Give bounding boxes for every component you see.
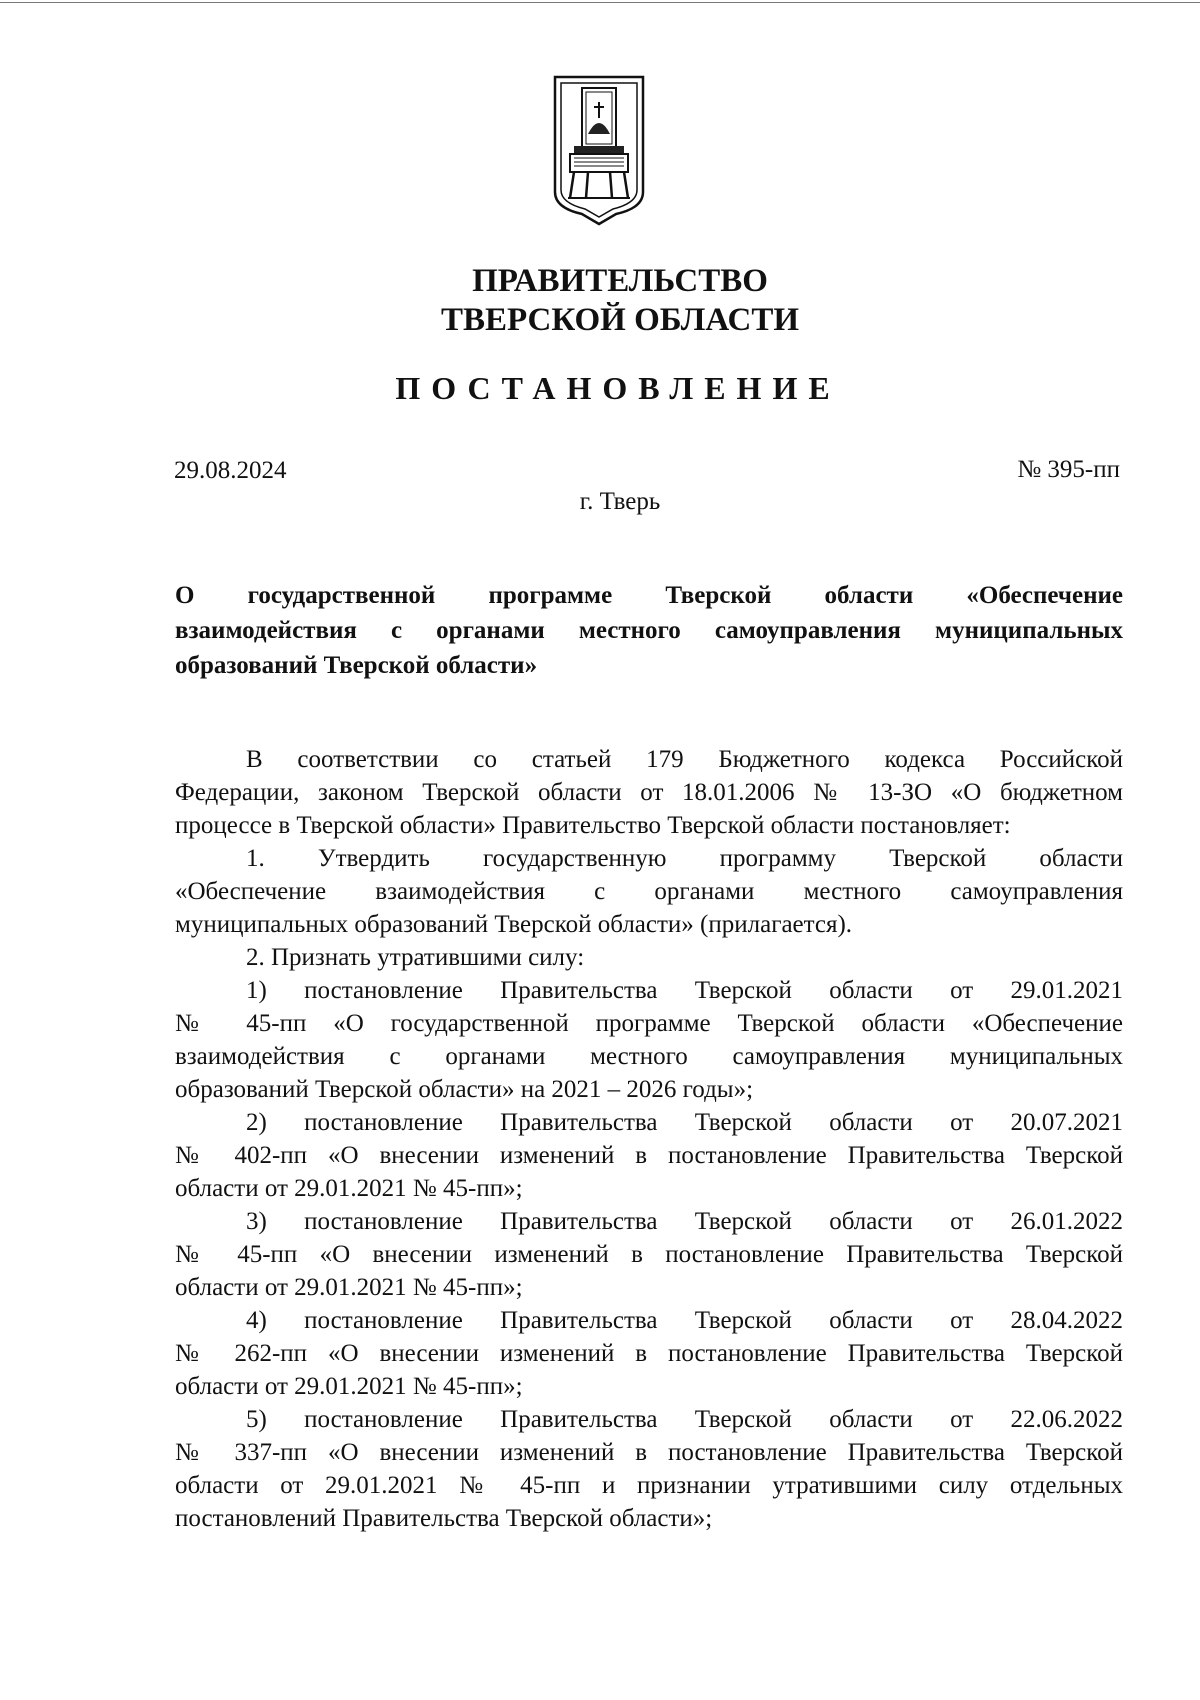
body-line: области от 29.01.2021 № 45-пп»;: [175, 1175, 523, 1202]
subject-line: образований Тверской области»: [175, 652, 538, 679]
subject-line: взаимодействия с органами местного самоуправления муниципальных: [175, 617, 1123, 644]
body-line: «Обеспечение взаимодействия с органами местного самоуправления: [175, 878, 1123, 905]
body-line: области от 29.01.2021 № 45-пп и признании утратившими силу отдельных: [175, 1472, 1123, 1499]
top-rule: [0, 2, 1200, 3]
body-line: 5) постановление Правительства Тверской области от 22.06.2022: [246, 1406, 1123, 1433]
document-city: г. Тверь: [579, 488, 661, 515]
coat-of-arms-tver-icon: [552, 74, 646, 226]
org-name-line-1: ПРАВИТЕЛЬСТВО: [472, 263, 768, 299]
body-line: № 45-пп «О государственной программе Тверской области «Обеспечение: [175, 1010, 1123, 1037]
body-line: № 337-пп «О внесении изменений в постановление Правительства Тверской: [175, 1439, 1123, 1466]
document-date: 29.08.2024: [174, 457, 287, 484]
document-number: № 395-пп: [1017, 456, 1120, 483]
body-line: муниципальных образований Тверской области» (прилагается).: [175, 911, 853, 938]
subject-line: О государственной программе Тверской области «Обеспечение: [175, 582, 1123, 609]
org-name-line-2: ТВЕРСКОЙ ОБЛАСТИ: [440, 302, 800, 338]
body-line: образований Тверской области» на 2021 – 2026 годы»;: [175, 1076, 754, 1103]
body-line: 2. Признать утратившими силу:: [246, 944, 585, 971]
document-body: [175, 743, 1123, 1535]
body-line: № 45-пп «О внесении изменений в постановление Правительства Тверской: [175, 1241, 1123, 1268]
body-line: области от 29.01.2021 № 45-пп»;: [175, 1274, 523, 1301]
body-line: Федерации, законом Тверской области от 18.01.2006 № 13-ЗО «О бюджетном: [175, 779, 1123, 806]
document-type-title: ПОСТАНОВЛЕНИЕ: [395, 370, 841, 406]
body-line: № 262-пп «О внесении изменений в постановление Правительства Тверской: [175, 1340, 1123, 1367]
body-line: 3) постановление Правительства Тверской области от 26.01.2022: [246, 1208, 1123, 1235]
body-line: 1) постановление Правительства Тверской области от 29.01.2021: [246, 977, 1123, 1004]
body-line: 1. Утвердить государственную программу Тверской области: [246, 845, 1123, 872]
body-line: 2) постановление Правительства Тверской области от 20.07.2021: [246, 1109, 1123, 1136]
body-line: № 402-пп «О внесении изменений в постановление Правительства Тверской: [175, 1142, 1123, 1169]
document-subject: [175, 578, 1123, 683]
body-line: постановлений Правительства Тверской области»;: [175, 1505, 713, 1532]
body-line: области от 29.01.2021 № 45-пп»;: [175, 1373, 523, 1400]
body-line: процессе в Тверской области» Правительство Тверской области постановляет:: [175, 812, 1011, 839]
body-line: В соответствии со статьей 179 Бюджетного кодекса Российской: [246, 746, 1123, 773]
body-line: взаимодействия с органами местного самоуправления муниципальных: [175, 1043, 1123, 1070]
body-line: 4) постановление Правительства Тверской области от 28.04.2022: [246, 1307, 1123, 1334]
